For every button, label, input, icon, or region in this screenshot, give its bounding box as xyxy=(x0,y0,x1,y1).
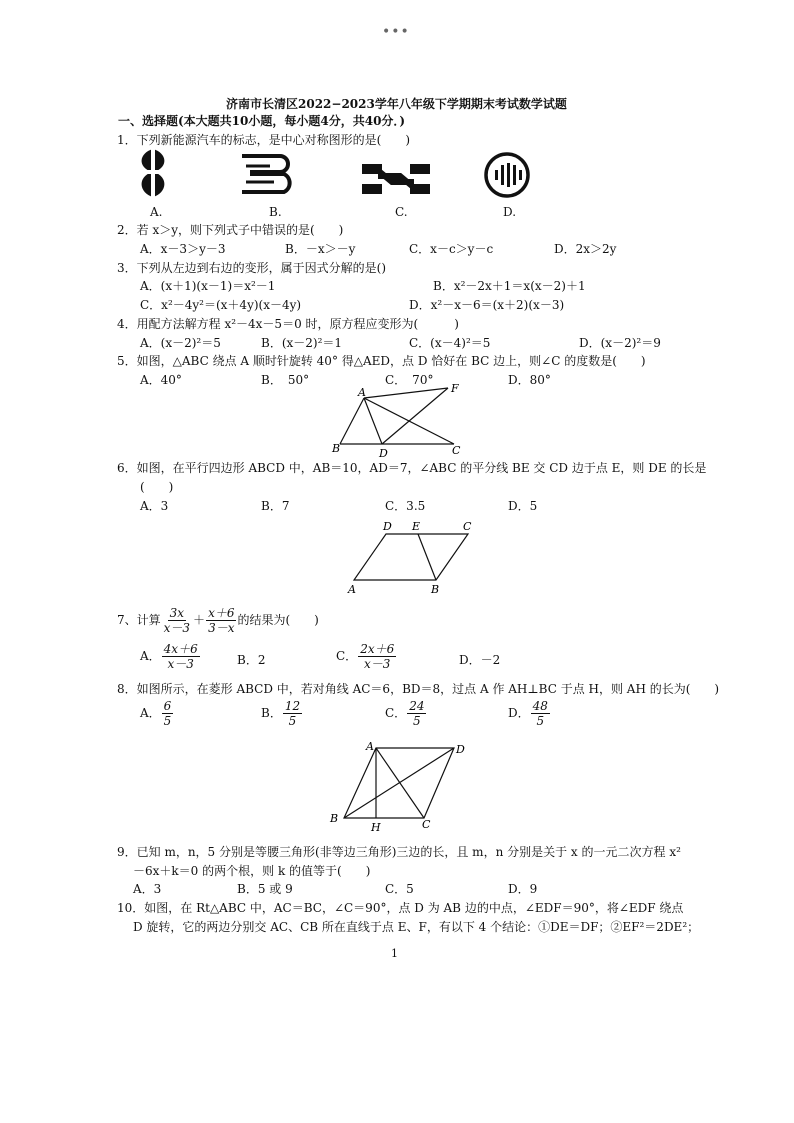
q1-label-d: D. xyxy=(503,205,517,219)
q8-option-d xyxy=(508,699,551,728)
q1-label-c: C. xyxy=(395,205,408,219)
q4-option-b: B．(x－2)²＝1 xyxy=(261,336,343,350)
q4-option-c: C．(x－4)²＝5 xyxy=(409,336,491,350)
page-number: 1 xyxy=(391,947,398,960)
q7-prefix: 7、计算 xyxy=(117,613,161,627)
question-1-stem: 1．下列新能源汽车的标志，是中心对称图形的是( ) xyxy=(117,133,411,147)
q3-option-b: B．x²－2x＋1＝x(x－2)＋1 xyxy=(433,279,586,293)
question-6-stem-cont: ( ) xyxy=(140,480,174,494)
q7-option-d: D．－2 xyxy=(459,653,501,667)
q3-option-c: C．x²－4y²＝(x＋4y)(x－4y) xyxy=(140,298,302,312)
q5-label-f: F xyxy=(451,382,459,395)
q8-label-h: H xyxy=(371,821,381,834)
q7-option-a-label: A． xyxy=(140,649,161,663)
q6-option-a: A．3 xyxy=(140,499,169,513)
question-5-stem: 5．如图，△ABC 绕点 A 顺时针旋转 40° 得△AED，点 D 恰好在 BC 边上，则∠C 的度数是( ) xyxy=(117,354,646,368)
question-7-stem xyxy=(117,606,319,635)
q8-option-d-label: D． xyxy=(508,706,530,720)
question-9-line-2: －6x＋k＝0 的两个根，则 k 的值等于( ) xyxy=(133,864,371,878)
q5-option-a: A．40° xyxy=(140,373,182,387)
q5-option-b: B． 50° xyxy=(261,373,310,387)
question-4-stem: 4．用配方法解方程 x²－4x－5＝0 时，原方程应变形为( ) xyxy=(117,317,459,331)
q8-option-b-label: B． xyxy=(261,706,282,720)
q7-option-a-fraction xyxy=(162,642,200,671)
q7-f1-denominator: x－3 xyxy=(163,621,191,635)
q7-suffix: 的结果为( ) xyxy=(237,613,319,627)
loop-logo-icon xyxy=(240,152,296,196)
q7-plus: ＋ xyxy=(193,613,206,627)
q3-option-a: A．(x＋1)(x－1)＝x²－1 xyxy=(140,279,276,293)
q7-option-a-numerator: 4x＋6 xyxy=(163,642,198,656)
q7-option-b: B．2 xyxy=(237,653,266,667)
q6-label-c: C xyxy=(463,520,472,533)
question-10-line-2: D 旋转，它的两边分别交 AC、CB 所在直线于点 E、F，有以下 4 个结论：①DE＝DF；②EF²＝2DE²； xyxy=(133,920,700,934)
q2-option-c: C．x－c＞y－c xyxy=(409,242,494,256)
q5-label-d: D xyxy=(379,447,388,458)
q8-option-c-numerator: 24 xyxy=(409,699,425,713)
q9-option-a: A．3 xyxy=(133,882,162,896)
q8-option-a xyxy=(140,699,174,728)
q7-option-c-numerator: 2x＋6 xyxy=(360,642,395,656)
q8-option-b xyxy=(261,699,303,728)
q8-option-a-label: A． xyxy=(140,706,161,720)
q7-f2-denominator: 3－x xyxy=(208,621,235,635)
q2-option-b: B．－x＞－y xyxy=(285,242,356,256)
q6-label-d: D xyxy=(383,520,392,533)
q7-option-c xyxy=(336,642,397,671)
q6-option-b: B．7 xyxy=(261,499,290,513)
q8-label-a: A xyxy=(366,740,374,753)
q8-label-d: D xyxy=(456,743,465,756)
q7-option-c-label: C． xyxy=(336,649,358,663)
q6-label-a: A xyxy=(348,583,356,596)
q8-option-c xyxy=(385,699,427,728)
q8-option-d-denominator: 5 xyxy=(536,714,545,728)
q9-option-d: D．9 xyxy=(508,882,538,896)
q9-option-b: B．5 或 9 xyxy=(237,882,293,896)
q8-rhombus-figure xyxy=(322,738,472,834)
q7-fraction-2 xyxy=(206,606,236,635)
q7-option-a xyxy=(140,642,201,671)
q7-fraction-1 xyxy=(162,606,192,635)
q8-option-b-denominator: 5 xyxy=(288,714,297,728)
q8-option-c-fraction xyxy=(407,699,426,728)
q9-option-c: C．5 xyxy=(385,882,414,896)
q4-option-a: A．(x－2)²＝5 xyxy=(140,336,221,350)
question-3-stem: 3．下列从左边到右边的变形，属于因式分解的是() xyxy=(117,261,386,275)
q8-option-d-numerator: 48 xyxy=(532,699,548,713)
q2-option-d: D．2x＞2y xyxy=(554,242,617,256)
q8-option-b-fraction xyxy=(283,699,302,728)
q5-triangle-figure xyxy=(330,382,470,458)
q8-option-c-denominator: 5 xyxy=(413,714,421,728)
more-dots-icon: ••• xyxy=(382,24,410,40)
q6-label-e: E xyxy=(412,520,421,533)
leaf-logo-icon xyxy=(133,147,173,199)
q8-option-c-label: C． xyxy=(385,706,407,720)
q3-option-d: D．x²－x－6＝(x＋2)(x－3) xyxy=(409,298,565,312)
q6-label-b: B xyxy=(431,583,440,596)
q4-option-d: D．(x－2)²＝9 xyxy=(579,336,661,350)
q1-label-b: B. xyxy=(269,205,282,219)
q8-label-c: C xyxy=(422,818,431,831)
q6-option-c: C．3.5 xyxy=(385,499,426,513)
q5-option-d: D．80° xyxy=(508,373,551,387)
q6-option-d: D．5 xyxy=(508,499,538,513)
question-8-stem: 8．如图所示，在菱形 ABCD 中，若对角线 AC＝6，BD＝8，过点 A 作 AH⊥BC 于点 H，则 AH 的长为( ) xyxy=(117,682,720,696)
q5-label-a: A xyxy=(358,386,366,399)
question-9-line-1: 9．已知 m，n，5 分别是等腰三角形(非等边三角形)三边的长，且 m，n 分别是关于 x 的一元二次方程 x² xyxy=(117,845,681,859)
q8-option-d-fraction xyxy=(531,699,550,728)
question-6-stem: 6．如图，在平行四边形 ABCD 中，AB＝10，AD＝7，∠ABC 的平分线 BE 交 CD 边于点 E，则 DE 的长是 xyxy=(117,461,707,475)
question-2-stem: 2．若 x＞y，则下列式子中错误的是( ) xyxy=(117,223,344,237)
circle-bars-logo-icon xyxy=(482,150,532,200)
q7-f1-numerator: 3x xyxy=(169,606,185,620)
q5-option-c: C． 70° xyxy=(385,373,434,387)
q8-option-a-numerator: 6 xyxy=(163,699,172,713)
q8-option-b-numerator: 12 xyxy=(284,699,301,713)
q1-label-a: A. xyxy=(150,205,163,219)
q7-option-c-denominator: x－3 xyxy=(364,657,391,671)
q7-option-c-fraction xyxy=(358,642,396,671)
q5-label-b: B xyxy=(332,442,341,455)
page-title: 济南市长清区2022−2023学年八年级下学期期末考试数学试题 xyxy=(226,97,567,111)
q2-option-a: A．x－3＞y－3 xyxy=(140,242,226,256)
q8-label-b: B xyxy=(330,812,339,825)
q5-label-c: C xyxy=(452,444,461,457)
q8-option-a-denominator: 5 xyxy=(163,714,172,728)
q7-f2-numerator: x＋6 xyxy=(208,606,235,620)
q6-parallelogram-figure xyxy=(342,516,478,596)
q7-option-a-denominator: x－3 xyxy=(167,657,194,671)
section-heading: 一、选择题(本大题共10小题，每小题4分，共40分．) xyxy=(118,114,406,128)
question-10-line-1: 10．如图，在 Rt△ABC 中，AC＝BC，∠C＝90°，点 D 为 AB 边的中点，∠EDF＝90°，将∠EDF 绕点 xyxy=(117,901,684,915)
q8-option-a-fraction xyxy=(162,699,174,728)
bar-logo-icon xyxy=(362,160,432,198)
